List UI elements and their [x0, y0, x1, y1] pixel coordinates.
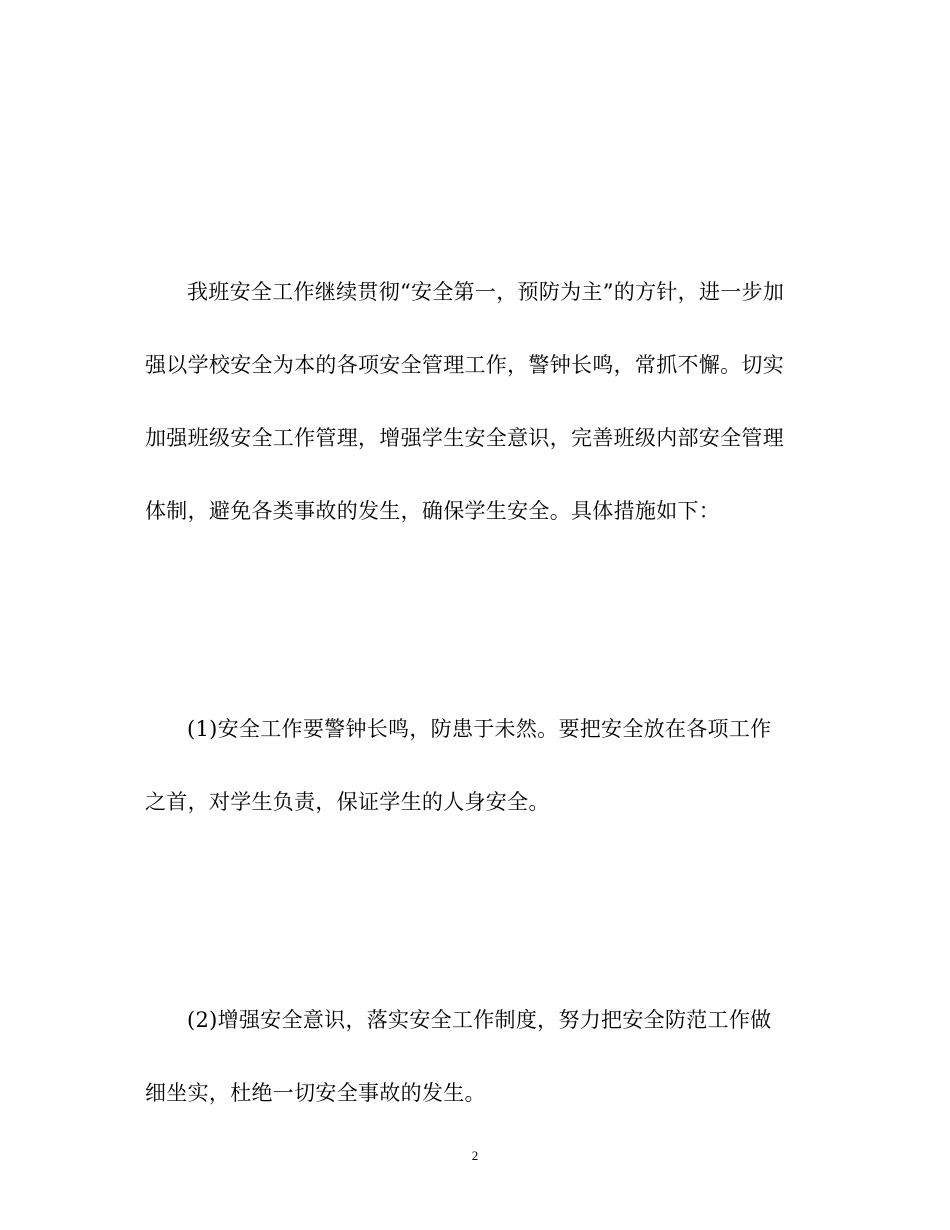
paragraph-line: (2)增强安全意识，落实安全工作制度，努力把安全防范工作做	[187, 1008, 772, 1032]
paragraph-line: (1)安全工作要警钟长鸣，防患于未然。要把安全放在各项工作	[187, 717, 772, 741]
paragraph-line: 强以学校安全为本的各项安全管理工作，警钟长鸣，常抓不懈。切实	[145, 353, 784, 377]
paragraph-line: 体制，避免各类事故的发生，确保学生安全。具体措施如下：	[145, 499, 721, 523]
paragraph-line: 之首，对学生负责，保证学生的人身安全。	[145, 790, 550, 814]
page-number: 2	[471, 1148, 479, 1163]
paragraph-line: 加强班级安全工作管理，增强学生安全意识，完善班级内部安全管理	[145, 426, 784, 450]
paragraph-line: 我班安全工作继续贯彻“安全第一，预防为主”的方针，进一步加	[187, 280, 785, 304]
paragraph-line: 细坐实，杜绝一切安全事故的发生。	[145, 1081, 486, 1105]
